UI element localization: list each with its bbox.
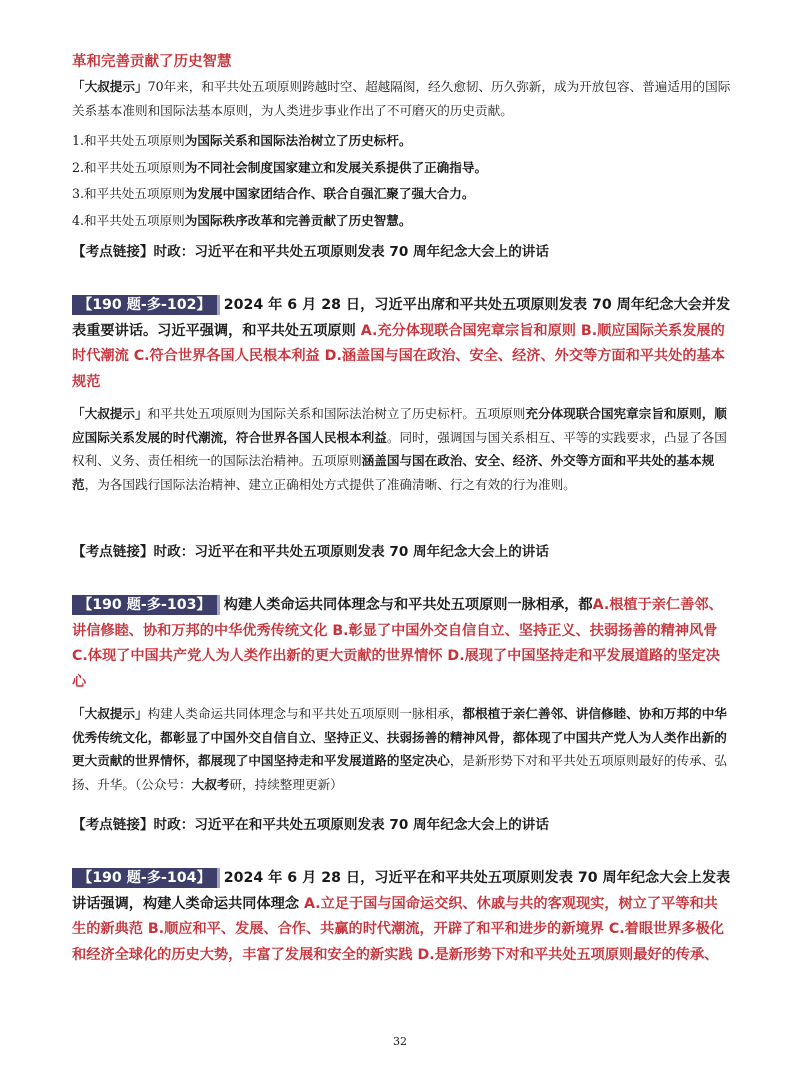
- list-item: 2.和平共处五项原则为不同社会制度国家建立和发展关系提供了正确指导。: [72, 159, 488, 175]
- list-item: 3.和平共处五项原则为发展中国家团结合作、联合自强汇聚了强大合力。: [72, 186, 475, 201]
- list-item: 4.和平共处五项原则为国际秩序改革和完善贡献了历史智慧。: [72, 212, 412, 228]
- question-options: A.充分体现联合国宪章宗旨和原则 B.顺应国际关系发展的时代潮流 C.符合世界各国人民根本利益 D.涵盖国与国在政治、安全、经济、外交等方面和平共处的基本规范: [72, 322, 725, 390]
- question-badge: 【190 题-多-104】: [72, 868, 220, 888]
- question-badge: 【190 题-多-103】: [72, 595, 220, 615]
- tip-block-102: 「大叔提示」和平共处五项原则为国际关系和国际法治树立了历史标杆。五项原则充分体现联合国宪章宗旨和原则，顺应国际关系发展的时代潮流，符合世界各国人民根本利益。同时，强调国与国关系相互、平等的实践要求，凸显了各国权利、义务、责任相统一的国际法治精神。五项原则涵盖国与国在政治、安全、经济、外交等方面和平共处的基本规范，为各国践行国际法治精神、建立正确相处方式提供了准确清晰、行之有效的行为准则。: [72, 406, 727, 492]
- tip-block-1: [72, 75, 732, 122]
- tip-tag: 「大叔提示」: [72, 79, 148, 94]
- question-options: A.立足于国与国命运交织、休戚与共的客观现实，树立了平等和共生的新典范 B.顺应和平、发展、合作、共赢的时代潮流，开辟了和平和进步的新境界 C.着眼世界多极化和经济全球化的历史大势，丰富了发展和安全的新实践 D.是新形势下对和平共处五项原则最好的传承、: [72, 895, 724, 963]
- page-number: 32: [393, 1035, 407, 1048]
- exam-link: 【考点链接】时政：习近平在和平共处五项原则发表 70 周年纪念大会上的讲话: [72, 817, 549, 833]
- principle-list: [72, 129, 732, 232]
- tip-text: 70年来，和平共处五项原则跨越时空、超越隔阂，经久愈韧、历久弥新，成为开放包容、普遍适用的国际关系基本准则和国际法基本原则，为人类进步事业作出了不可磨灭的历史贡献。: [72, 79, 731, 118]
- question-103: [72, 593, 732, 695]
- question-104: [72, 866, 732, 968]
- exam-link: 【考点链接】时政：习近平在和平共处五项原则发表 70 周年纪念大会上的讲话: [72, 244, 549, 260]
- section-heading-tail: 革和完善贡献了历史智慧: [72, 54, 232, 70]
- question-badge: 【190 题-多-102】: [72, 295, 220, 315]
- question-102: [72, 293, 732, 395]
- list-item: 1.和平共处五项原则为国际关系和国际法治树立了历史标杆。: [72, 133, 412, 148]
- question-stem: 2024 年 6 月 28 日，习近平出席和平共处五项原则发表 70 周年纪念大会并发表重要讲话。习近平强调，和平共处五项原则: [72, 297, 731, 339]
- question-options: A.根植于亲仁善邻、讲信修睦、协和万邦的中华优秀传统文化 B.彰显了中国外交自信自立、坚持正义、扶弱扬善的精神风骨 C.体现了中国共产党人为人类作出新的更大贡献的世界情怀 D.展现了中国坚持走和平发展道路的坚定决心: [72, 597, 723, 690]
- question-stem: 2024 年 6 月 28 日，习近平在和平共处五项原则发表 70 周年纪念大会上发表讲话强调，构建人类命运共同体理念: [72, 870, 731, 912]
- exam-link: 【考点链接】时政：习近平在和平共处五项原则发表 70 周年纪念大会上的讲话: [72, 544, 549, 560]
- tip-block-103: 「大叔提示」构建人类命运共同体理念与和平共处五项原则一脉相承，都根植于亲仁善邻、讲信修睦、协和万邦的中华优秀传统文化，都彰显了中国外交自信自立、坚持正义、扶弱扬善的精神风骨，都体现了中国共产党人为人类作出新的更大贡献的世界情怀，都展现了中国坚持走和平发展道路的坚定决心，是新形势下对和平共处五项原则最好的传承、弘扬、升华。（公众号：大叔考研，持续整理更新）: [72, 706, 727, 792]
- question-stem: 构建人类命运共同体理念与和平共处五项原则一脉相承，都: [223, 597, 593, 613]
